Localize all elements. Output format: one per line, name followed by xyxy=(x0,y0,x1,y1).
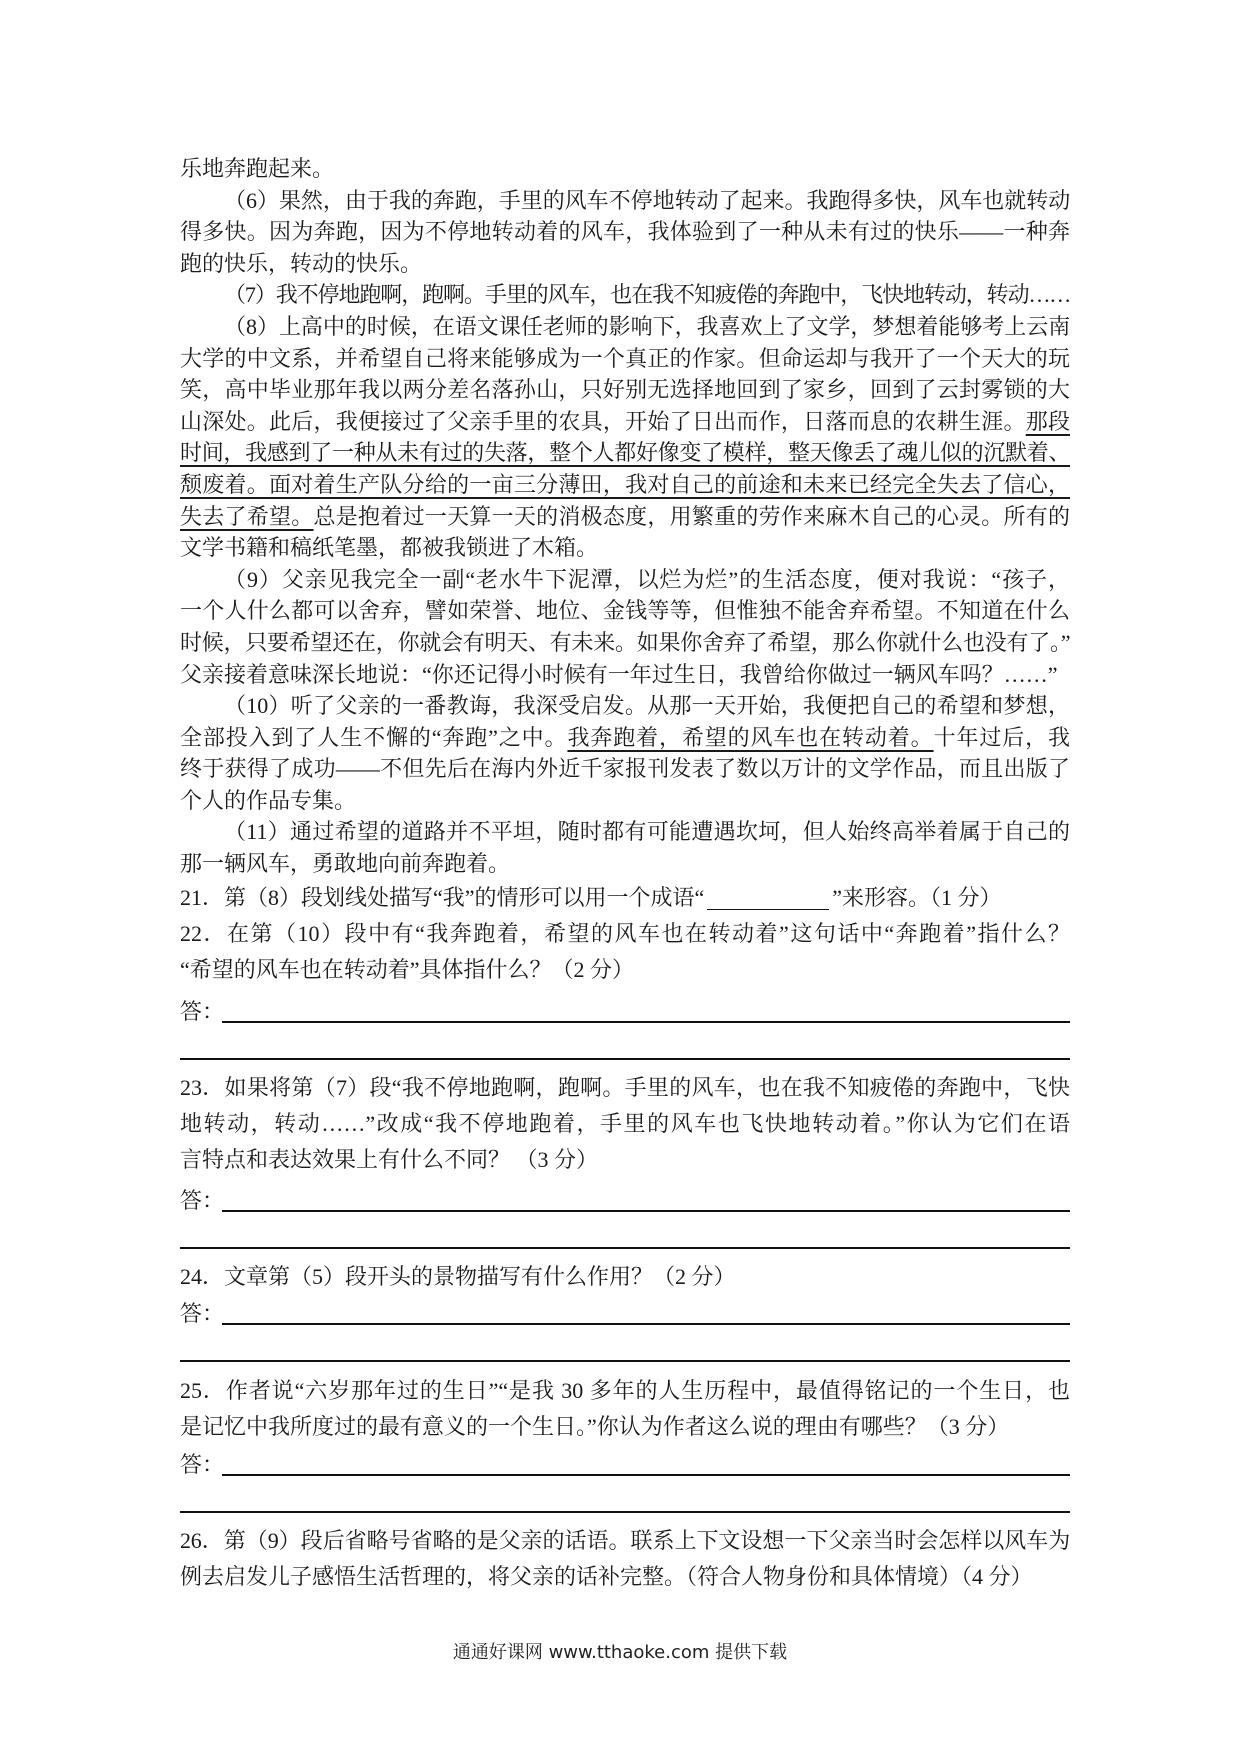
answer-line xyxy=(222,1474,1070,1476)
passage-line: 文学书籍和稿纸笔墨，都被我锁进了木箱。 xyxy=(180,535,599,561)
question-line: 26．第（9）段后省略号省略的是父亲的话语。联系上下文设想一下父亲当时会怎样以风车为 xyxy=(180,1528,1070,1553)
question-line: 例去启发儿子感悟生活哲理的，将父亲的话补完整。（符合人物身份和具体情境）（4 分） xyxy=(180,1564,1033,1589)
question-26 xyxy=(180,1523,1070,1595)
answer-line xyxy=(180,1511,1070,1513)
passage-line: 笑，高中毕业那年我以两分差名落孙山，只好别无选择地回到了家乡，回到了云封雾锁的大 xyxy=(180,377,1070,403)
passage-line: 一个人什么都可以舍弃，譬如荣誉、地位、金钱等等，但惟独不能舍弃希望。不知道在什么 xyxy=(180,598,1070,624)
passage-line: 时候，只要希望还在，你就会有明天、有未来。如果你舍弃了希望，那么你就什么也没有了。” xyxy=(180,629,1070,655)
answer-area-22 xyxy=(180,994,1070,1064)
question-23 xyxy=(180,1070,1070,1178)
question-line xyxy=(180,880,1070,916)
question-line: 23．如果将第（7）段“我不停地跑啊，跑啊。手里的风车，也在我不知疲倦的奔跑中，飞快 xyxy=(180,1075,1070,1100)
answer-line xyxy=(222,1323,1070,1325)
page-footer: 通通好课网 www.tthaoke.com 提供下载 xyxy=(452,1642,788,1663)
answer-line xyxy=(180,1058,1070,1060)
passage-line: 大学的中文系，并希望自己将来能够成为一个真正的作家。但命运却与我开了一个天大的玩 xyxy=(180,345,1070,371)
passage-line xyxy=(180,469,1070,501)
passage-line: （10）听了父亲的一番教诲，我深受启发。从那一天开始，我便把自己的希望和梦想， xyxy=(224,693,1070,719)
answer-area-24 xyxy=(180,1296,1070,1366)
passage-line: 终于获得了成功——不但先后在海内外近千家报刊发表了数以万计的文学作品，而且出版了 xyxy=(180,756,1070,782)
answer-line xyxy=(180,1247,1070,1249)
question-line: “希望的风车也在转动着”具体指什么？（2 分） xyxy=(180,957,635,982)
answer-area-23 xyxy=(180,1183,1070,1253)
question-line: 地转动，转动……”改成“我不停地跑着，手里的风车也飞快地转动着。”你认为它们在语 xyxy=(180,1111,1070,1136)
answer-line xyxy=(222,1210,1070,1212)
passage-line: 乐地奔跑起来。 xyxy=(180,156,335,181)
passage-line: 个人的作品专集。 xyxy=(180,787,357,813)
passage-line: （6）果然，由于我的奔跑，手里的风车不停地转动了起来。我跑得多快，风车也就转动 xyxy=(224,187,1070,213)
passage-line: （7）我不停地跑啊，跑啊。手里的风车，也在我不知疲倦的奔跑中，飞快地转动，转动…… xyxy=(224,282,1070,308)
underlined-text: 时间，我感到了一种从未有过的失落，整个人都好像变了模样，整天像丢了魂儿似的沉默着、 xyxy=(180,440,1070,466)
answer-area-25 xyxy=(180,1447,1070,1517)
line-text: 总是抱着过一天算一天的消极态度，用繁重的劳作来麻木自己的心灵。所有的 xyxy=(313,503,1070,529)
question-text: ”来形容。（1 分） xyxy=(832,885,1002,910)
question-24 xyxy=(180,1259,1070,1295)
passage-line xyxy=(180,501,1070,533)
answer-line xyxy=(180,1360,1070,1362)
question-line: 是记忆中我所度过的最有意义的一个生日。”你认为作者这么说的理由有哪些？（3 分） xyxy=(180,1414,1010,1439)
question-line: 25．作者说“六岁那年过的生日”“是我 30 多年的人生历程中，最值得铭记的一个生日，也 xyxy=(180,1378,1070,1403)
answer-line xyxy=(222,1021,1070,1023)
underlined-text: 颓废着。面对着生产队分给的一亩三分薄田，我对自己的前途和未来已经完全失去了信心， xyxy=(180,471,1070,497)
question-text: 21．第（8）段划线处描写“我”的情形可以用一个成语“ xyxy=(180,885,705,910)
passage-line: （8）上高中的时候，在语文课任老师的影响下，我喜欢上了文学，梦想着能够考上云南 xyxy=(224,313,1070,339)
paragraph-6 xyxy=(180,185,1070,280)
reading-passage xyxy=(180,153,1070,880)
answer-label: 答： xyxy=(180,1188,225,1213)
paragraph-8 xyxy=(180,311,1070,564)
paragraph-5-tail xyxy=(180,153,1070,185)
question-25 xyxy=(180,1373,1070,1445)
question-line: 言特点和表达效果上有什么不同？ （3 分） xyxy=(180,1147,599,1172)
fill-in-blank xyxy=(707,889,829,910)
line-text: 全部投入到了人生不懈的“奔跑”之中。 xyxy=(180,724,568,750)
question-line: 22．在第（10）段中有“我奔跑着，希望的风车也在转动着”这句话中“奔跑着”指什么？ xyxy=(180,921,1070,946)
paragraph-11 xyxy=(180,816,1070,879)
question-22 xyxy=(180,916,1070,988)
question-line: 24．文章第（5）段开头的景物描写有什么作用？（2 分） xyxy=(180,1264,736,1289)
underlined-text: 我奔跑着，希望的风车也在转动着。 xyxy=(567,724,934,750)
passage-line xyxy=(180,437,1070,469)
passage-line xyxy=(180,406,1070,438)
passage-line: 得多快。因为奔跑，因为不停地转动着的风车，我体验到了一种从未有过的快乐——一种奔 xyxy=(180,219,1070,245)
paragraph-9 xyxy=(180,564,1070,690)
passage-line: （11）通过希望的道路并不平坦，随时都有可能遭遇坎坷，但人始终高举着属于自己的 xyxy=(224,819,1070,845)
question-21 xyxy=(180,880,1070,916)
answer-label: 答： xyxy=(180,999,225,1024)
answer-label: 答： xyxy=(180,1452,225,1477)
passage-line: 那一辆风车，勇敢地向前奔跑着。 xyxy=(180,851,511,877)
underlined-text: 失去了希望。 xyxy=(180,503,314,529)
passage-line xyxy=(180,722,1070,754)
paragraph-10 xyxy=(180,690,1070,816)
paragraph-7 xyxy=(180,279,1070,311)
passage-line: 跑的快乐，转动的快乐。 xyxy=(180,250,423,276)
passage-line: （9）父亲见我完全一副“老水牛下泥潭，以烂为烂”的生活态度，便对我说：“孩子， xyxy=(224,566,1070,592)
line-text: 十年过后，我 xyxy=(933,724,1070,750)
line-text: 山深处。此后，我便接过了父亲手里的农具，开始了日出而作，日落而息的农耕生涯。 xyxy=(180,408,1026,434)
answer-label: 答： xyxy=(180,1301,225,1326)
passage-line: 父亲接着意味深长地说：“你还记得小时候有一年过生日，我曾给你做过一辆风车吗？……” xyxy=(180,661,1058,687)
underlined-text: 那段 xyxy=(1025,408,1070,434)
